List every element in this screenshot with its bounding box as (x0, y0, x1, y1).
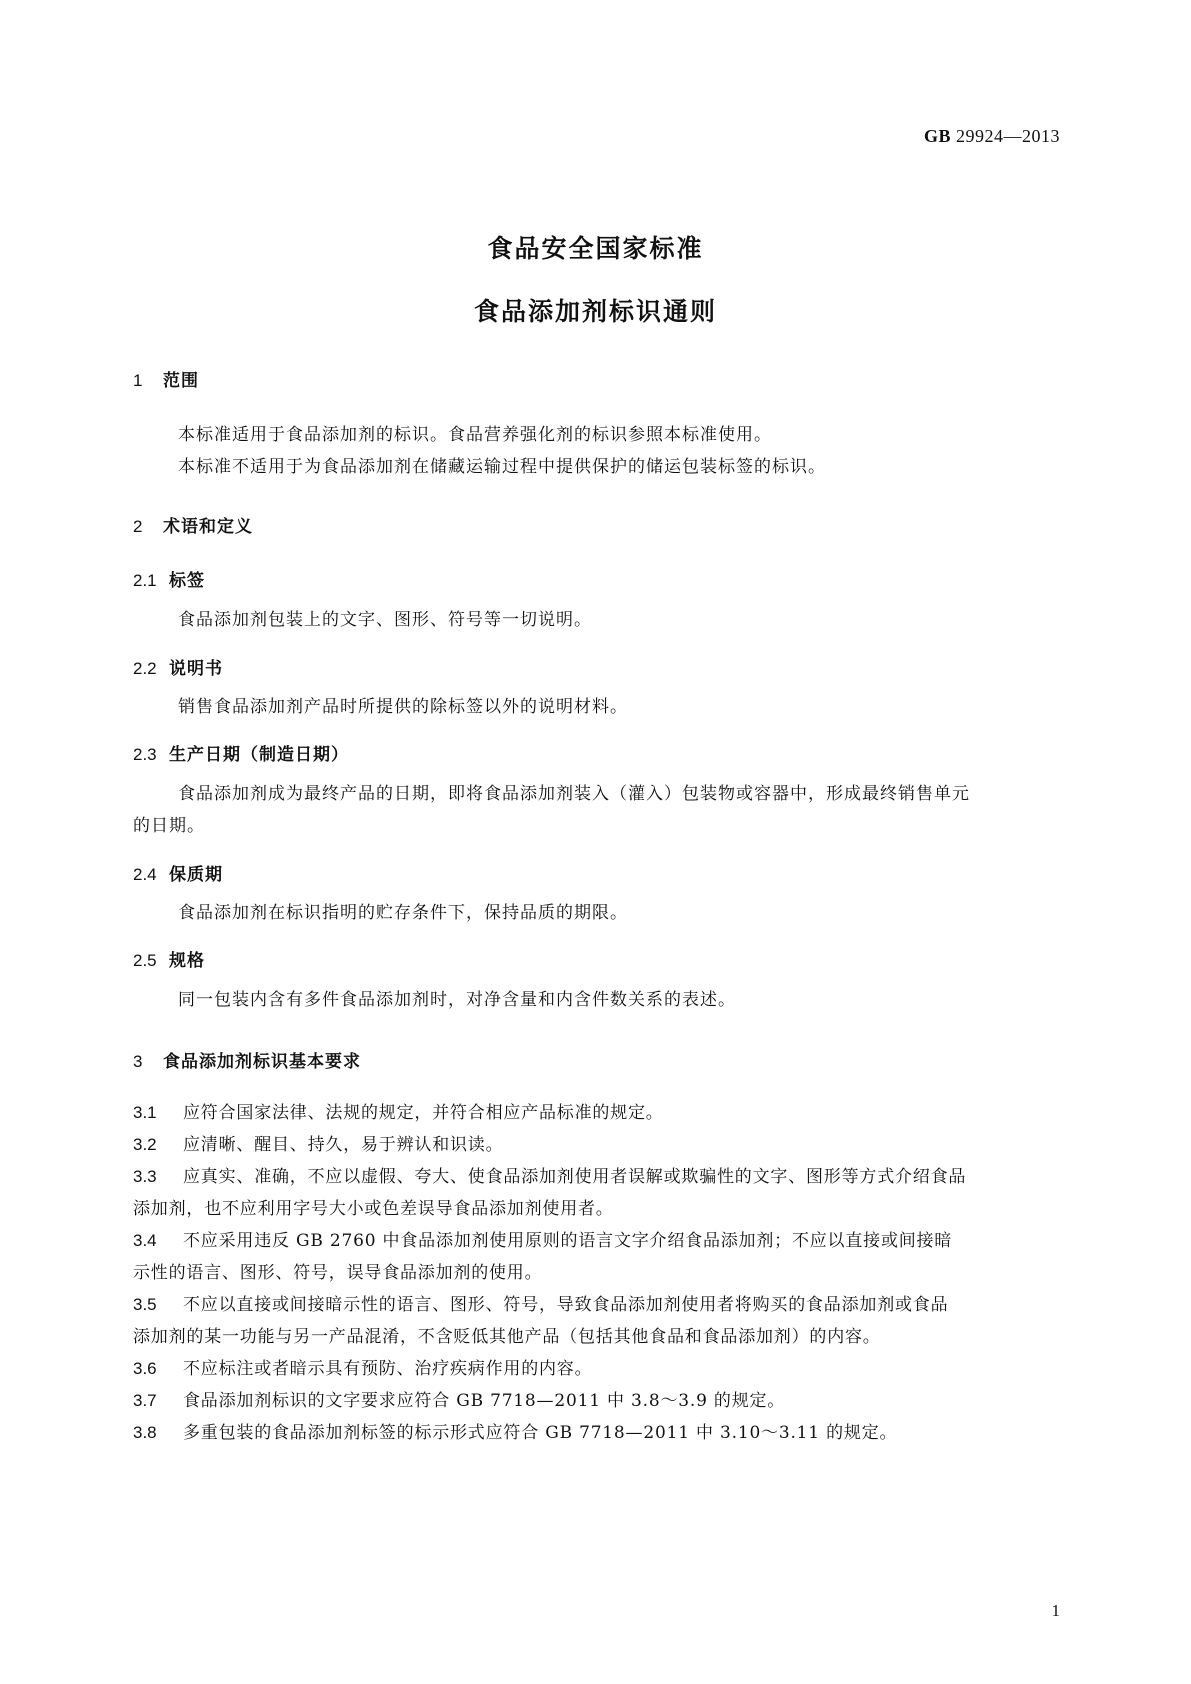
clause-continued: 示性的语言、图形、符号，误导食品添加剂的使用。 (133, 1263, 543, 1283)
document-subtitle: 食品添加剂标识通则 (473, 297, 717, 326)
section-1-heading: 1 范围 (133, 371, 199, 391)
clause: 3.1 应符合国家法律、法规的规定，并符合相应产品标准的规定。 (133, 1103, 664, 1123)
clause: 3.4 不应采用违反 GB 2760 中食品添加剂使用原则的语言文字介绍食品添加剂；不应以直接或间接暗 (133, 1231, 953, 1251)
clause: 3.2 应清晰、醒目、持久，易于辨认和识读。 (133, 1135, 504, 1155)
standard-prefix: GB (923, 126, 951, 146)
section-2-heading: 2 术语和定义 (133, 517, 253, 537)
clause: 3.7 食品添加剂标识的文字要求应符合 GB 7718—2011 中 3.8～3.9 的规定。 (133, 1391, 786, 1411)
term-heading: 2.4 保质期 (133, 865, 223, 885)
clause-continued: 添加剂的某一功能与另一产品混淆，不含贬低其他产品（包括其他食品和食品添加剂）的内容。 (133, 1327, 881, 1347)
term-definition: 销售食品添加剂产品时所提供的除标签以外的说明材料。 (178, 697, 628, 717)
standard-number: 29924—2013 (956, 126, 1060, 146)
term-definition-continued: 的日期。 (133, 816, 205, 836)
clause: 3.8 多重包装的食品添加剂标签的标示形式应符合 GB 7718—2011 中 3.10～3.11 的规定。 (133, 1423, 898, 1443)
page-number: 1 (1051, 1601, 1060, 1620)
term-definition: 食品添加剂成为最终产品的日期，即将食品添加剂装入（灌入）包装物或容器中，形成最终销售单元 (178, 784, 970, 804)
clause: 3.3 应真实、准确，不应以虚假、夸大、使食品添加剂使用者误解或欺骗性的文字、图形等方式介绍食品 (133, 1167, 967, 1187)
clause: 3.6 不应标注或者暗示具有预防、治疗疾病作用的内容。 (133, 1359, 593, 1379)
section-1-paragraph: 本标准不适用于为食品添加剂在储藏运输过程中提供保护的储运包装标签的标识。 (178, 457, 826, 477)
term-heading: 2.5 规格 (133, 951, 205, 971)
term-heading: 2.2 说明书 (133, 659, 223, 679)
section-3-heading: 3 食品添加剂标识基本要求 (133, 1052, 361, 1072)
clause-continued: 添加剂，也不应利用字号大小或色差误导食品添加剂使用者。 (133, 1199, 614, 1219)
term-definition: 食品添加剂包装上的文字、图形、符号等一切说明。 (178, 610, 592, 630)
section-1-paragraph: 本标准适用于食品添加剂的标识。食品营养强化剂的标识参照本标准使用。 (178, 425, 772, 445)
clause: 3.5 不应以直接或间接暗示性的语言、图形、符号，导致食品添加剂使用者将购买的食品添加剂或食品 (133, 1295, 949, 1315)
document-title: 食品安全国家标准 (487, 234, 704, 263)
standard-code (700, 126, 1060, 147)
term-heading: 2.3 生产日期（制造日期） (133, 745, 349, 765)
term-heading: 2.1 标签 (133, 571, 205, 591)
term-definition: 同一包装内含有多件食品添加剂时，对净含量和内含件数关系的表述。 (178, 990, 736, 1010)
term-definition: 食品添加剂在标识指明的贮存条件下，保持品质的期限。 (178, 903, 628, 923)
